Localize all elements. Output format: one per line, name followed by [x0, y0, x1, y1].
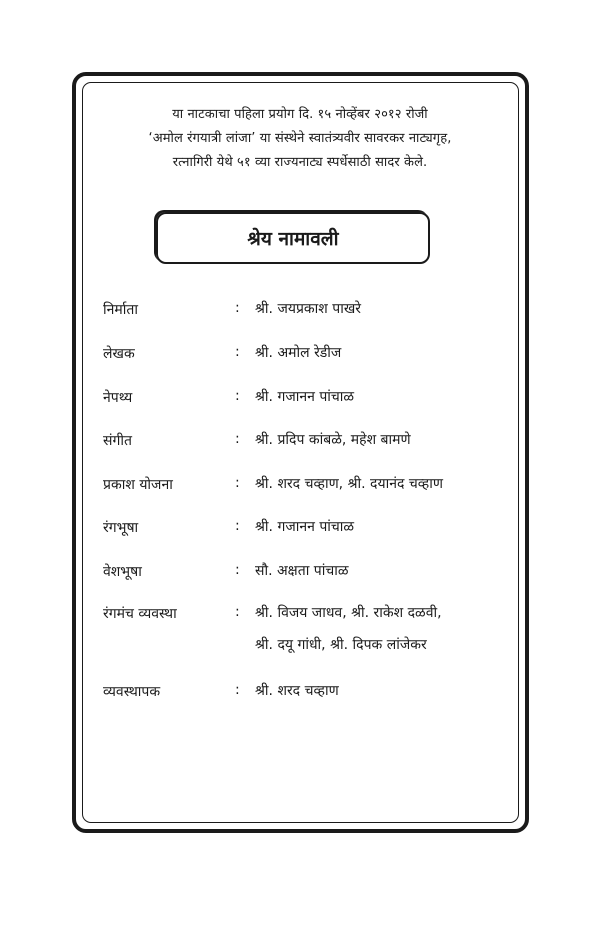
credit-role: प्रकाश योजना	[103, 477, 173, 493]
credit-role: निर्माता	[103, 302, 138, 318]
credit-names	[255, 424, 411, 456]
credit-name-line: श्री. दयू गांधी, श्री. दिपक लांजेकर	[255, 637, 427, 653]
credit-role: रंगभूषा	[103, 520, 139, 536]
credit-role: व्यवस्थापक	[103, 684, 161, 700]
credit-names	[255, 597, 442, 661]
credit-name-line: श्री. प्रदिप कांबळे, महेश बामणे	[255, 432, 411, 448]
credit-name-line: श्री. गजानन पांचाळ	[255, 519, 355, 535]
credit-role: रंगमंच व्यवस्था	[103, 606, 177, 622]
credit-role: संगीत	[103, 433, 132, 449]
credit-name-line: सौ. अक्षता पांचाळ	[255, 563, 349, 579]
credit-colon: :	[235, 475, 240, 491]
credit-role: नेपथ्य	[103, 390, 133, 406]
credit-role: वेशभूषा	[103, 564, 142, 580]
credit-role: लेखक	[103, 346, 135, 362]
credit-colon: :	[235, 300, 240, 316]
credit-colon: :	[235, 604, 240, 620]
intro-line: या नाटकाचा पहिला प्रयोग दि. १५ नोव्हेंबर २०१२ रोजी	[172, 107, 428, 122]
credit-colon: :	[235, 682, 240, 698]
credit-name-line: श्री. विजय जाधव, श्री. राकेश दळवी,	[255, 605, 442, 621]
credit-name-line: श्री. अमोल रेडीज	[255, 345, 342, 361]
credit-names	[255, 511, 354, 543]
credit-name-line: श्री. जयप्रकाश पाखरे	[255, 301, 362, 317]
credit-names	[255, 381, 354, 413]
credit-colon: :	[235, 431, 240, 447]
credit-colon: :	[235, 344, 240, 360]
credit-name-line: श्री. गजानन पांचाळ	[255, 389, 355, 405]
credit-names	[255, 555, 349, 587]
credit-names	[255, 337, 341, 369]
credit-names	[255, 468, 443, 500]
credit-names	[255, 675, 339, 707]
credit-name-line: श्री. शरद चव्हाण, श्री. दयानंद चव्हाण	[255, 476, 443, 492]
credits-title: श्रेय नामावली	[247, 228, 339, 250]
credit-name-line: श्री. शरद चव्हाण	[255, 683, 339, 699]
credit-names	[255, 293, 361, 325]
intro-line: ‘अमोल रंगयात्री लांजा’ या संस्थेने स्वातंत्र्यवीर सावरकर नाट्यगृह,	[148, 131, 452, 146]
credit-colon: :	[235, 562, 240, 578]
intro-line: रत्नागिरी येथे ५१ व्या राज्यनाट्य स्पर्धेसाठी सादर केले.	[172, 155, 428, 170]
credit-colon: :	[235, 388, 240, 404]
credit-colon: :	[235, 518, 240, 534]
